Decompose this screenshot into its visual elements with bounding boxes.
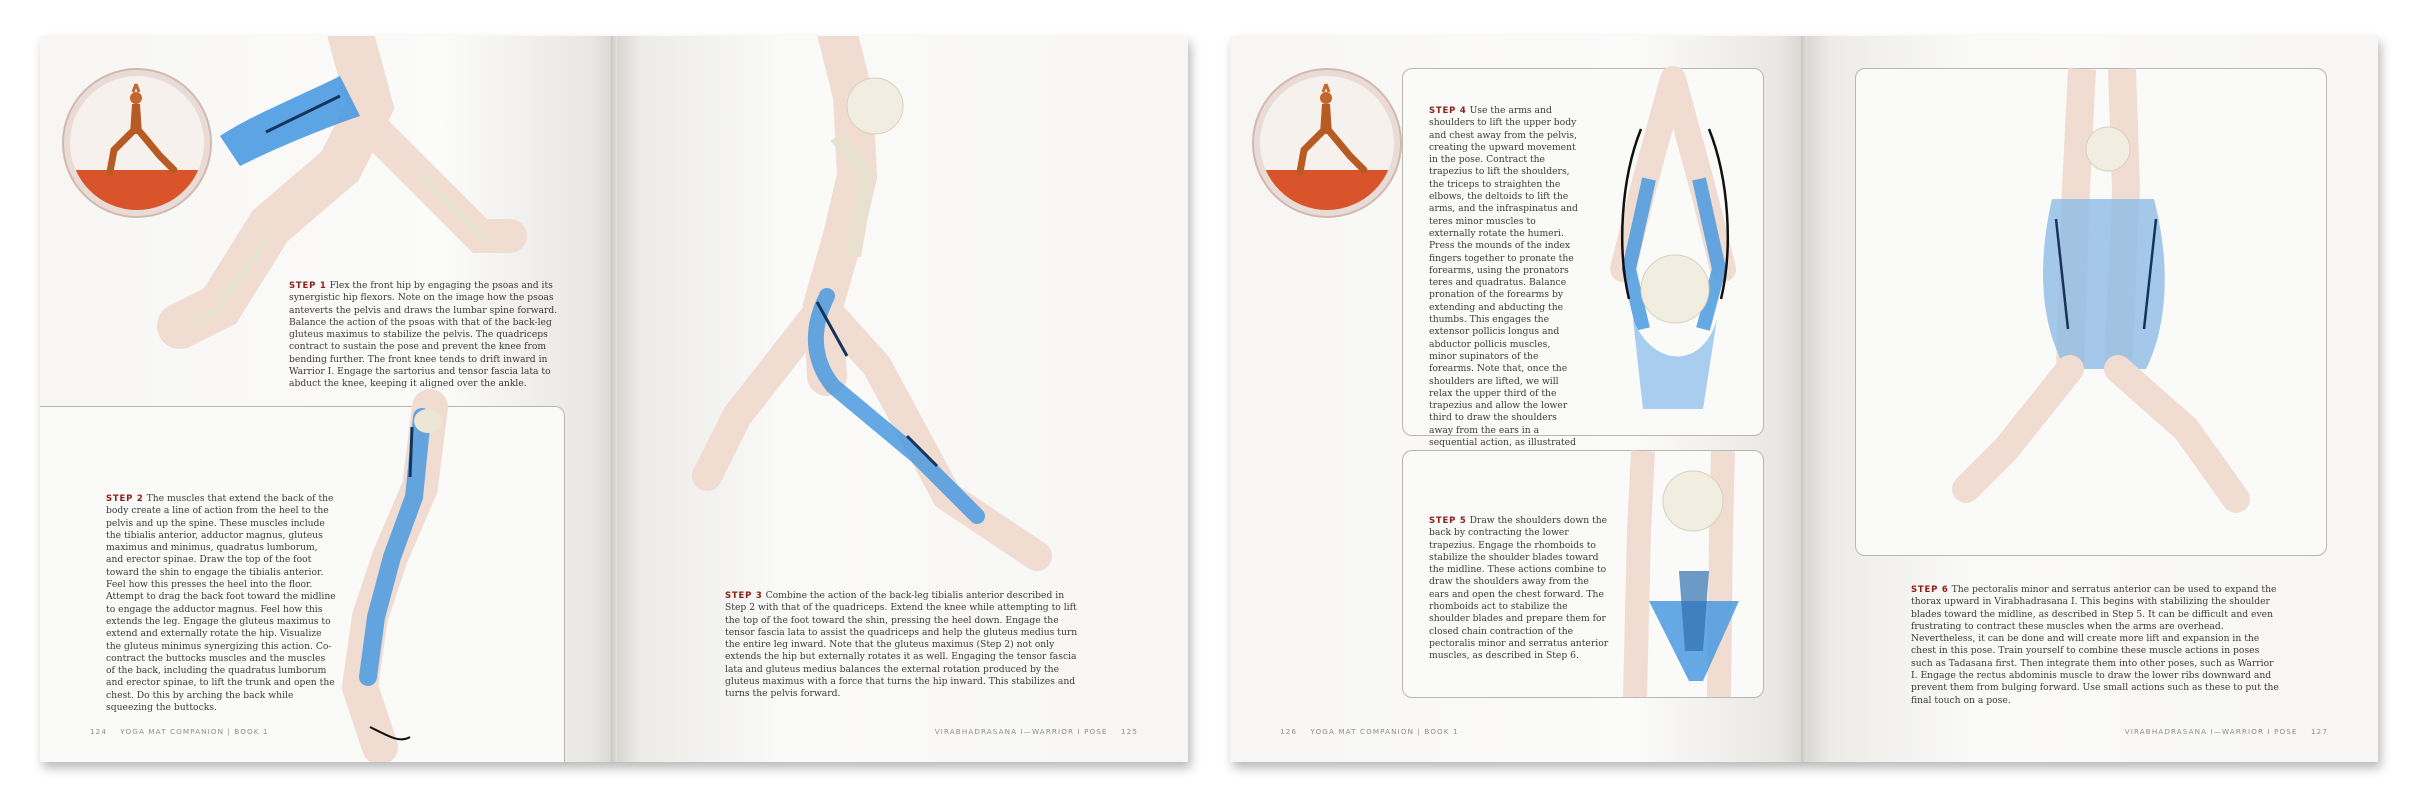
step-4-panel (1402, 68, 1764, 449)
step-2-label: STEP 2 (106, 494, 144, 504)
warrior-pose-inset-icon (1254, 70, 1400, 216)
step-3-label: STEP 3 (725, 591, 763, 601)
step-6-text (1911, 584, 2281, 707)
thorax-expand-illustration (1856, 69, 2326, 555)
step-1-label: STEP 1 (289, 281, 327, 291)
pose-title: VIRABHADRASANA I—WARRIOR I POSE (2124, 727, 2298, 736)
step-4-body: Use the arms and shoulders to lift the upper body and chest away from the pelvis, creating the upward movement in the pose. Contract the trapezius to lift the shoulders, the triceps to straighten the elbows, the deltoids to lift the arms, and the infraspinatus and teres minor muscles to externally rotate the humeri. Press the mounds of the index fingers together to pronate the forearms, using the pronators teres and quadratus. Balance pronation of the forearms by extending and abducting the thumbs. This engages the extensor pollicis longus and abductor pollicis muscles, minor supinators of the forearms. Note that, once the shoulders are lifted, we will relax the upper third of the trapezius and allow the lower third to draw the shoulders away from the ears in a sequential action, as illustrated (1429, 105, 1578, 449)
step-1-body: Flex the front hip by engaging the psoas and its synergistic hip flexors. Note on the image how the psoas anteverts the pelvis and draws the lumbar spine forward. Balance the action of the psoas with that of the back-leg gluteus maximus to stabilize the pelvis. The quadriceps contract to sustain the pose and prevent the knee from bending further. The front knee tends to drift inward in Warrior I. Engage the sartorius and tensor fascia lata to abduct the knee, keeping it aligned over the ankle. (289, 280, 558, 390)
step-5-body: Draw the shoulders down the back by contracting the lower trapezius. Engage the rhomboids to stabilize the shoulder blades toward the midline. These actions combine to draw the shoulders away from the ears and open the chest forward. The rhomboids act to stabilize the shoulder blades and prepare them for closed chain contraction of the pectoralis minor and serratus anterior muscles, as described in Step 6. (1429, 515, 1609, 662)
step-6-body: The pectoralis minor and serratus anterior can be used to expand the thorax upward in Virabhadrasana I. This begins with stabilizing the shoulder blades toward the midline, as described in Step 5. It can be difficult and even frustrating to contract these muscles when the arms are overhead. Nevertheless, it can be done and will create more lift and expansion in the chest in this pose. Train yourself to combine these muscle actions in poses such as Tadasana first. Then integrate them into other poses, such as Warrior I. Engage the rectus abdominis muscle to draw the lower ribs downward and prevent them from bulging forward. Use small actions such as these to put the final touch on a pose. (1911, 584, 2279, 706)
step-2-text (106, 493, 336, 714)
page-127 (1807, 36, 2378, 762)
step-5-panel (1402, 450, 1764, 698)
book-title: YOGA MAT COMPANION | BOOK 1 (1310, 727, 1459, 736)
page-number-124: 124 (90, 727, 108, 736)
book-spread-2 (1230, 36, 2378, 762)
step-5-text (1429, 515, 1609, 663)
page-folio-125 (935, 727, 1138, 736)
step-5-label: STEP 5 (1429, 516, 1467, 526)
page-126 (1230, 36, 1804, 762)
page-number-125: 125 (1120, 727, 1138, 736)
step-1-text (289, 280, 565, 391)
step-4-text (1429, 105, 1579, 462)
page-125 (617, 36, 1188, 762)
step-2-panel (40, 406, 565, 762)
step-3-text (725, 590, 1085, 701)
page-number-127: 127 (2310, 727, 2328, 736)
page-folio-126 (1280, 727, 1459, 736)
book-spread-1 (40, 36, 1188, 762)
step-2-body: The muscles that extend the back of the body create a line of action from the heel to the pelvis and up the spine. These muscles include the tibialis anterior, adductor magnus, gluteus maximus and minimus, quadratus lumborum, and erector spinae. Draw the top of the foot toward the shin to engage the tibialis anterior. Feel how this presses the heel into the floor. Attempt to drag the back foot toward the midline to engage the adductor magnus. Feel how this extends the leg. Engage the gluteus maximus to extend and externally rotate the hip. Visualize the gluteus minimus synergizing this action. Co-contract the buttocks muscles and the muscles of the back, including the quadratus lumborum and erector spinae, to lift the trunk and open the chest. Do this by arching the back while squeezing the buttocks. (106, 493, 336, 714)
step-4-label: STEP 4 (1429, 106, 1467, 116)
page-folio-127 (2125, 727, 2328, 736)
step-3-body: Combine the action of the back-leg tibialis anterior described in Step 2 with that of the quadriceps. Extend the knee while attempting to lift the top of the foot toward the shin, pressing the heel down. Engage the tensor fascia lata to assist the quadriceps and help the gluteus medius turn the entire leg inward. Note that the gluteus maximus (Step 2) not only extends the hip but externally rotates it as well. Engaging the tensor fascia lata and gluteus medius balances the external rotation produced by the gluteus maximus with a force that turns the hip inward. This stabilizes and turns the pelvis forward. (725, 590, 1078, 700)
page-folio-124 (90, 727, 269, 736)
page-124 (40, 36, 614, 762)
step-6-panel (1855, 68, 2327, 556)
book-title: YOGA MAT COMPANION | BOOK 1 (120, 727, 269, 736)
step-6-label: STEP 6 (1911, 585, 1949, 595)
pose-title: VIRABHADRASANA I—WARRIOR I POSE (934, 727, 1108, 736)
page-number-126: 126 (1280, 727, 1298, 736)
